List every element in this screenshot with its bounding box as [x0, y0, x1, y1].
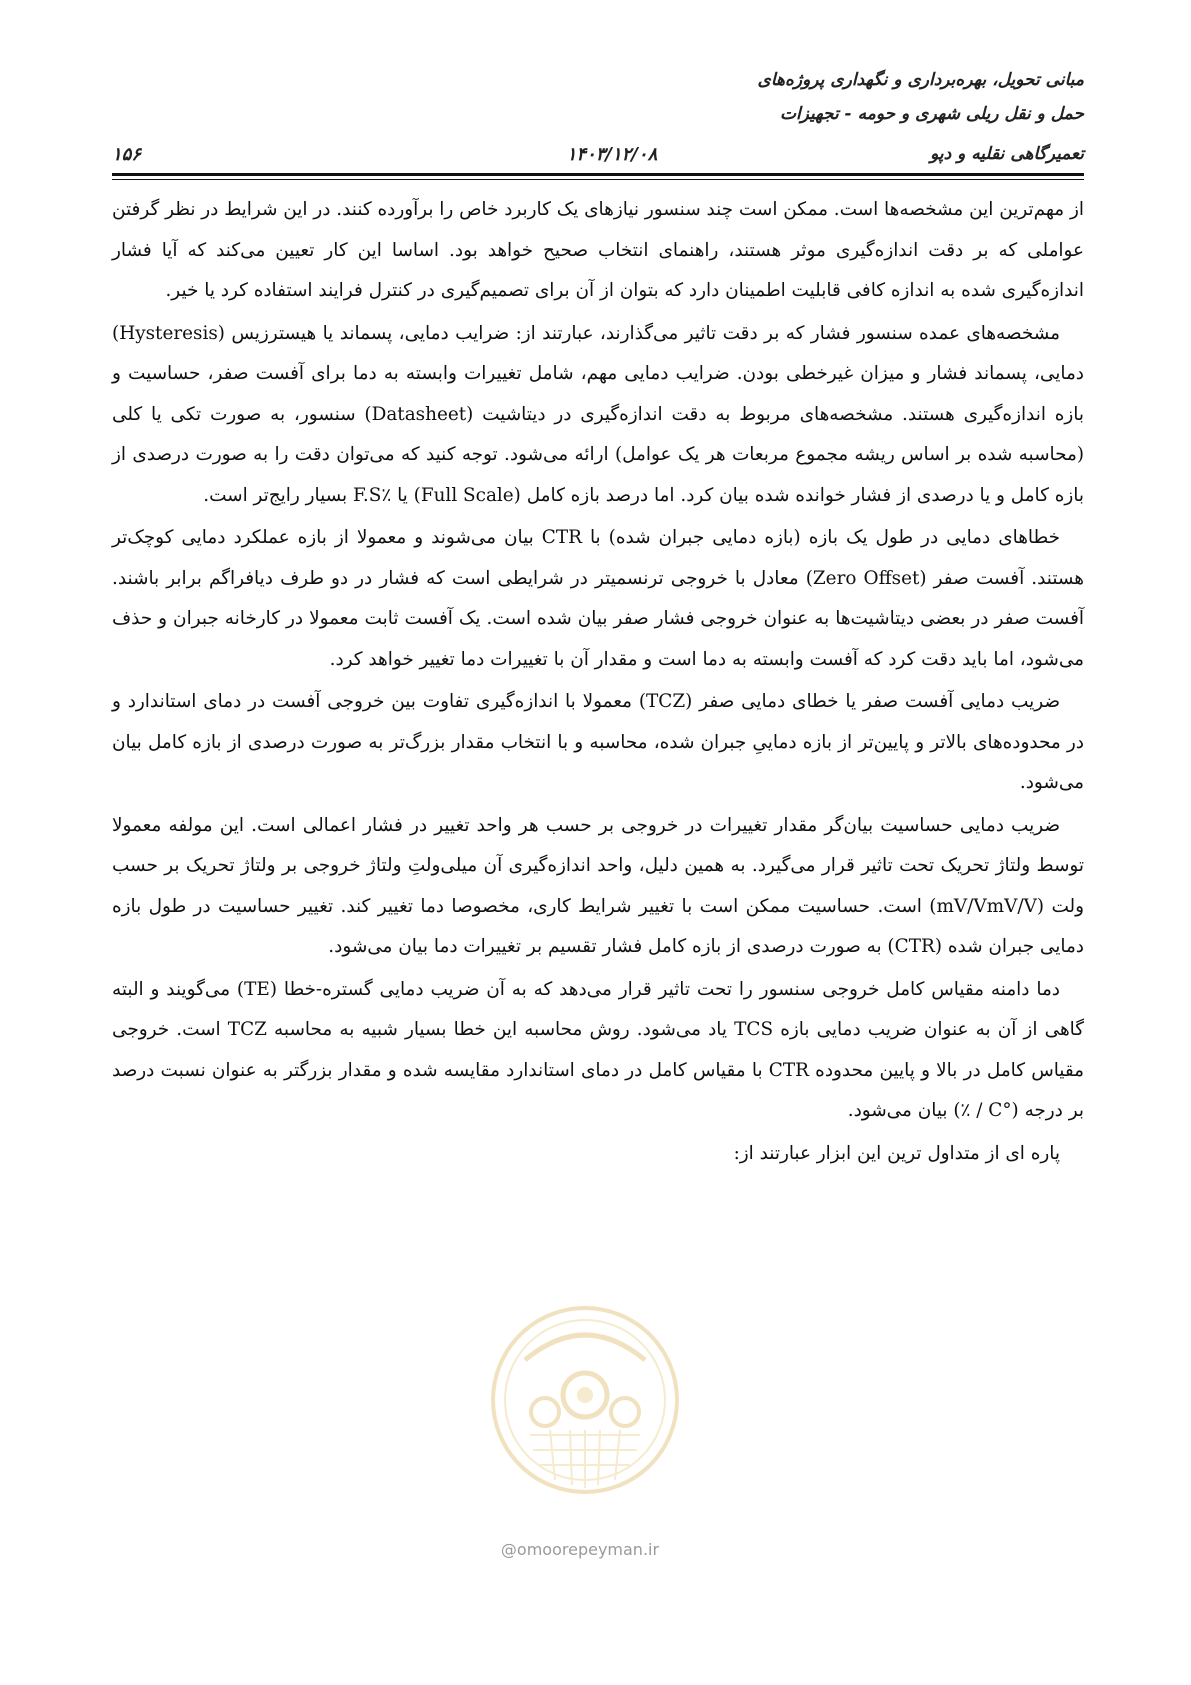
page-number: ۱۵۶	[112, 144, 142, 165]
header-rule-thick	[112, 173, 1084, 176]
header-date: ۱۴۰۳/۱۲/۰۸	[566, 144, 658, 165]
header-title-line-2: حمل و نقل ریلی شهری و حومه - تجهیزات	[779, 104, 1084, 124]
paragraph-3: خطاهای دمایی در طول یک بازه (بازه دمایی جبران شده) با CTR بیان می‌شوند و معمولا از بازه عملکرد دمایی کوچک‌تر هستند. آفست صفر (Zero Offset) معادل با خروجی ترنسمیتر در شرایطی است که فشار در دو طرف دیافراگم برابر باشند. آفست صفر در بعضی دیتاشیت‌ها به عنوان خروجی فشار صفر بیان شده است. یک آفست ثابت معمولا در کارخانه جبران و حذف می‌شود، اما باید دقت کرد که آفست وابسته به دما است و مقدار آن با تغییرات دما تغییر خواهد کرد.	[112, 527, 1084, 670]
watermark-url: @omoorepeyman.ir	[500, 1540, 660, 1559]
paragraph-2: مشخصه‌های عمده سنسور فشار که بر دقت تاثیر می‌گذارند، عبارتند از: ضرایب دمایی، پسماند یا هیسترزیس (Hysteresis) دمایی، پسماند فشار و میزان غیرخطی بودن. ضرایب دمایی مهم، شامل تغییرات وابسته به دما برای آفست صفر، حساسیت و بازه اندازه‌گیری هستند. مشخصه‌های مربوط به دقت اندازه‌گیری در دیتاشیت (Datasheet) سنسور، به صورت تکی یا کلی (محاسبه شده بر اساس ریشه مجموع مربعات هر یک عوامل) ارائه می‌شود. توجه کنید که می‌توان دقت را به صورت درصدی از بازه کامل و یا درصدی از فشار خوانده شده بیان کرد. اما درصد بازه کامل (Full Scale) یا ٪F.S بسیار رایج‌تر است.	[112, 322, 1084, 506]
watermark-logo-icon	[485, 1300, 685, 1500]
page-header	[112, 58, 1084, 170]
paragraph-6: دما دامنه مقیاس کامل خروجی سنسور را تحت تاثیر قرار می‌دهد که به آن ضریب دمایی گستره-خطا (TE) می‌گویند و البته گاهی از آن به عنوان ضریب دمایی بازه TCS یاد می‌شود. روش محاسبه این خطا بسیار شبیه به محاسبه TCZ است. خروجی مقیاس کامل در بالا و پایین محدوده CTR با مقیاس کامل در دمای استاندارد مقایسه شده و مقدار بزرگتر به عنوان نسبت درصد بر درجه (°C / ٪) بیان می‌شود.	[112, 978, 1085, 1121]
header-rule-thin	[112, 179, 1084, 180]
paragraph-4: ضریب دمایی آفست صفر یا خطای دمایی صفر (TCZ) معمولا با اندازه‌گیری تفاوت بین خروجی آفست در دمای استاندارد و در محدوده‌های بالاتر و پایین‌تر از بازه دماییِ جبران شده، محاسبه و با انتخاب مقدار بزرگ‌تر به صورت درصدی از بازه کامل بیان می‌شود.	[112, 691, 1084, 793]
paragraph-5: ضریب دمایی حساسیت بیان‌گر مقدار تغییرات در خروجی بر حسب هر واحد تغییر در فشار اعمالی است. این مولفه معمولا توسط ولتاژ تحریک تحت تاثیر قرار می‌گیرد. به همین دلیل، واحد اندازه‌گیری آن میلی‌ولتِ ولتاژ خروجی بر ولتاژ تحریک بر حسب ولت (mV/VmV/V) است. حساسیت ممکن است با تغییر شرایط کاری، مخصوصا دما تغییر کند. تغییر حساسیت در طول بازه دمایی جبران شده (CTR) به صورت درصدی از بازه کامل فشار تقسیم بر تغییرات دما بیان می‌شود.	[112, 814, 1084, 957]
paragraph-7: پاره ای از متداول ترین این ابزار عبارتند از:	[733, 1142, 1060, 1164]
paragraph-1: از مهم‌ترین این مشخصه‌ها است. ممکن است چند سنسور نیازهای یک کاربرد خاص را برآورده کنند. در این شرایط در نظر گرفتن عواملی که بر دقت اندازه‌گیری موثر هستند، راهنمای انتخاب صحیح خواهد بود. اساسا این کار تعیین می‌کند که آیا فشار اندازه‌گیری شده به اندازه کافی قابلیت اطمینان دارد که بتوان از آن برای تصمیم‌گیری در کنترل فرایند استفاده کرد یا خیر.	[112, 199, 1084, 301]
header-title-line-3: تعمیرگاهی نقلیه و دپو	[930, 144, 1084, 164]
header-title-line-1: مبانی تحویل، بهره‌برداری و نگهداری پروژه‌های	[757, 70, 1084, 90]
